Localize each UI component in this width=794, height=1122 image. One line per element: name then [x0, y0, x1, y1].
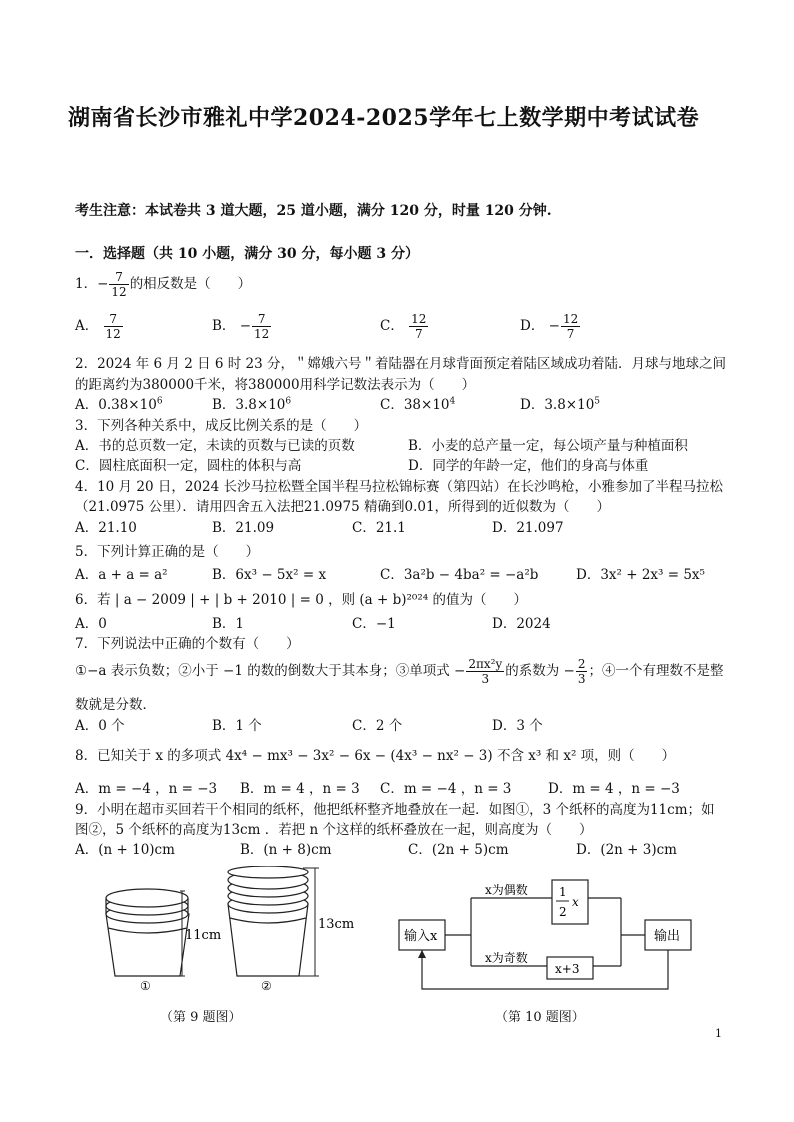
option-b: B．小麦的总产量一定，每公顷产量与种植面积 — [408, 438, 688, 454]
question-9-line-2: 图②，5 个纸杯的高度为13cm ．若把 n 个这样的纸杯叠放在一起，则高度为（ ） — [75, 822, 593, 838]
option-c: C．(2n + 5)cm — [408, 842, 509, 858]
svg-text:1: 1 — [559, 885, 567, 899]
question-2-line-2: 的距离约为380000千米，将380000用科学记数法表示为（ ） — [75, 377, 476, 393]
option-b: B．6x³ − 5x² = x — [212, 567, 327, 583]
question-7: 7．下列说法中正确的个数有（ ） — [75, 636, 300, 652]
input-label: 输入x — [404, 929, 438, 944]
option-a: A．a + a = a² — [75, 567, 168, 583]
option-a: A．书的总页数一定，未读的页数与已读的页数 — [75, 438, 355, 454]
option-b: B．(n + 8)cm — [240, 842, 332, 858]
height-label-1: 11cm — [185, 928, 222, 943]
option-c: C．−1 — [352, 616, 396, 632]
plus-three-label: x+3 — [555, 962, 580, 976]
output-label: 输出 — [654, 929, 681, 944]
question-1: 1．− $\frac{7}{12}$ 的相反数是（ ） — [75, 270, 252, 299]
option-d: D．21.097 — [492, 520, 564, 536]
figure-10-caption: （第 10 题图） — [495, 1010, 585, 1025]
option-b: B．21.09 — [212, 520, 275, 536]
half-x-box — [552, 880, 588, 924]
odd-label: x为奇数 — [485, 951, 528, 965]
option-c: C．21.1 — [352, 520, 406, 536]
loop-arrow — [418, 950, 426, 958]
option-b: B． − $\frac{7}{12}$ — [212, 312, 270, 341]
even-label: x为偶数 — [485, 883, 528, 897]
option-c: C．m = −4 ，n = 3 — [380, 781, 512, 797]
svg-text:x: x — [572, 895, 579, 909]
cup-stack-1 — [106, 889, 189, 976]
option-a: A．0 个 — [75, 718, 125, 734]
option-b: B．1 — [212, 616, 245, 632]
option-d: D．$3.8\times 10^5$ — [520, 396, 601, 413]
exam-notice: 考生注意：本试卷共 3 道大题，25 道小题，满分 120 分，时量 120 分钟. — [75, 203, 552, 219]
fraction: $\frac{7}{12}$ — [111, 270, 127, 299]
question-3: 3．下列各种关系中，成反比例关系的是（ ） — [75, 418, 368, 434]
page-title: 湖南省长沙市雅礼中学2024-2025学年七上数学期中考试试卷 — [68, 105, 700, 131]
figure-9-cups — [85, 866, 365, 1006]
option-c: C．$38\times 10^4$ — [380, 396, 456, 413]
question-8: 8．已知关于 x 的多项式 4x⁴ − mx³ − 3x² − 6x − (4x³ − nx² − 3) 不含 x³ 和 x² 项，则（ ） — [75, 748, 676, 764]
option-a: A．$0.38\times 10^6$ — [75, 396, 163, 413]
option-a: A．21.10 — [75, 520, 137, 536]
figure-marker-2: ② — [261, 979, 272, 993]
option-c: C．3a²b − 4ba² = −a²b — [380, 567, 539, 583]
option-c: C． $\frac{12}{7}$ — [380, 312, 427, 341]
option-c: C．2 个 — [352, 718, 403, 734]
option-d: D．3 个 — [492, 718, 543, 734]
option-b: B．m = 4 ，n = 3 — [240, 781, 360, 797]
option-d: D． − $\frac{12}{7}$ — [520, 312, 579, 341]
cup-stack-2 — [228, 866, 308, 976]
question-2-line-1: 2．2024 年 6 月 2 日 6 时 23 分，＂嫦娥六号＂着陆器在月球背面预定着陆区域成功着陆．月球与地球之间 — [75, 356, 727, 372]
option-c: C．圆柱底面积一定，圆柱的体积与高 — [75, 458, 302, 474]
option-a: A． $\frac{7}{12}$ — [75, 312, 121, 341]
option-d: D．同学的年龄一定，他们的身高与体重 — [408, 458, 649, 474]
svg-text:2: 2 — [559, 905, 567, 919]
option-d: D．3x² + 2x³ = 5x⁵ — [576, 567, 705, 583]
question-6: 6．若 | a − 2009 | + | b + 2010 | = 0 ，则 (a + b)²⁰²⁴ 的值为（ ） — [75, 592, 527, 608]
figure-10-flowchart — [395, 878, 705, 998]
flow-lines — [445, 898, 645, 966]
option-d: D．(2n + 3)cm — [576, 842, 677, 858]
page-number: 1 — [715, 1027, 722, 1040]
question-9-line-1: 9．小明在超市买回若干个相同的纸杯，他把纸杯整齐地叠放在一起．如图①，3 个纸杯的高度为11cm；如 — [75, 802, 715, 818]
option-d: D．m = 4 ，n = −3 — [548, 781, 680, 797]
question-7-statements: ①−a 表示负数；②小于 −1 的数的倒数大于其本身；③单项式 − $\frac{\text{2πx²y}}{3}$ 的系数为 − $\frac{2}{3}$ ；④一个有理数不是整 — [75, 657, 724, 686]
option-a: A．(n + 10)cm — [75, 842, 175, 858]
question-7-line-2: 数就是分数． — [75, 697, 156, 713]
question-4-line-2: （21.0975 公里）．请用四舍五入法把21.0975 精确到0.01，所得到的近似数为（ ） — [75, 499, 611, 515]
fraction: $\frac{\text{2πx²y}}{3}$ — [468, 657, 503, 686]
figure-9-caption: （第 9 题图） — [160, 1010, 242, 1025]
fraction: $\frac{2}{3}$ — [577, 657, 586, 686]
option-a: A．0 — [75, 616, 107, 632]
question-5: 5．下列计算正确的是（ ） — [75, 544, 260, 560]
option-b: B．1 个 — [212, 718, 262, 734]
option-a: A．m = −4 ，n = −3 — [75, 781, 218, 797]
loop-line — [422, 950, 668, 989]
figure-marker-1: ① — [140, 979, 151, 993]
section-heading: 一．选择题（共 10 小题，满分 30 分，每小题 3 分） — [75, 246, 419, 262]
question-4-line-1: 4．10 月 20 日，2024 长沙马拉松暨全国半程马拉松锦标赛（第四站）在长沙鸣枪，小雅参加了半程马拉松 — [75, 479, 723, 495]
option-d: D．2024 — [492, 616, 551, 632]
height-label-2: 13cm — [318, 917, 355, 932]
option-b: B．$3.8\times 10^6$ — [212, 396, 292, 413]
